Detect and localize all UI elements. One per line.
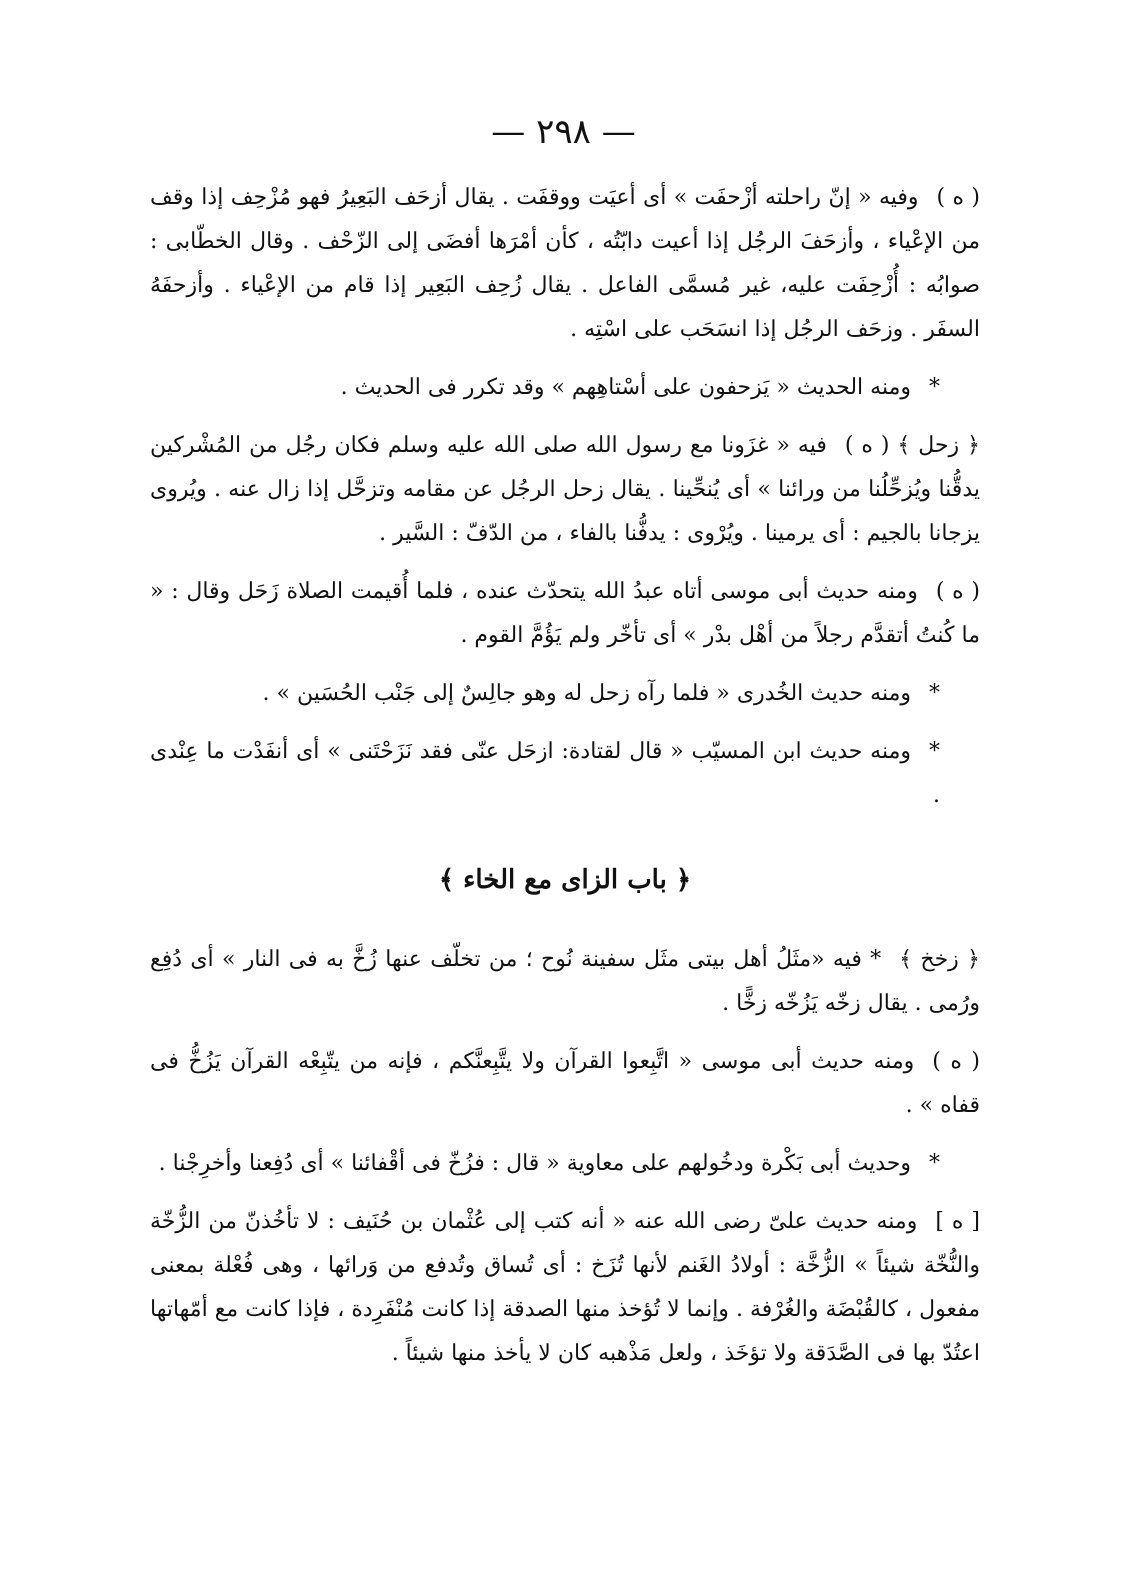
paragraph-3 <box>150 424 980 556</box>
paragraph-6 <box>150 730 980 818</box>
paragraph-text: ومنه حديث الخُدرى « فلما رآه زحل له وهو جالِسٌ إلى جَنْب الحُسَين » . <box>262 681 911 706</box>
paragraph-text: ومنه الحديث « يَزحفون على أسْتاهِهم » وقد تكرر فى الحديث . <box>340 375 911 400</box>
paragraph-text: ومنه حديث أبى موسى أتاه عبدُ الله يتحدّث عنده ، فلما أُقيمت الصلاة زَحَل وقال : « ما كُنتُ أتقدَّم رجلاً من أهْل بدْر » أى تأخّر ولم يَؤُمَّ القوم . <box>150 579 980 648</box>
paragraph-text: فيه « غزَونا مع رسول الله صلى الله عليه وسلم فكان رجُل من المُشْركين يدقُّنا ويُزحِّلُنا من ورائنا » أى يُنحِّينا . يقال زحل الرجُل عن مقامه وتزحَّل إذا زال عنه . ويُروى يزجانا بالجيم : أى يرمينا . ويُرْوى : يدفُّنا بالفاء ، من الدّفّ : السَّير . <box>150 433 980 546</box>
paragraph-marker: ﴿ زخخ ﴾ <box>899 947 980 972</box>
paragraph-marker: ( ه ) <box>935 579 980 604</box>
paragraph-9 <box>150 1142 980 1186</box>
paragraph-text: وفيه « إنّ راحلته أزْحفَت » أى أعيَت ووقفَت . يقال أزحَف البَعِيرُ فهو مُزْحِف إذا وقف من الإعْياء ، وأزحَفَ الرجُل إذا أعيت دابّتُه ، كأن أمْرَها أفضَى إلى الزّحْف . وقال الخطّابى : صوابُه : أُزْحِفَت عليه، غير مُسمَّى الفاعل . يقال زُحِف البَعِير إذا قام من الإعْياء . وأزحفَهُ السفَر . وزحَف الرجُل إذا انسَحَب على اسْتِه . <box>150 185 980 342</box>
text-block <box>150 176 980 1390</box>
paragraph-10 <box>150 1200 980 1376</box>
paragraph-4 <box>150 570 980 658</box>
paragraph-marker: * <box>929 739 940 764</box>
paragraph-marker: * <box>929 681 940 706</box>
section-heading: ﴿ باب الزاى مع الخاء ﴾ <box>438 865 692 895</box>
paragraph-marker: * <box>929 1151 940 1176</box>
paragraph-text: ومنه حديث ابن المسيّب « قال لقتادة: ازحَل عنّى فقد نَزَحْتَنى » أى أنفَدْت ما عِنْدى . <box>150 739 940 808</box>
paragraph-marker: * <box>929 375 940 400</box>
paragraph-1 <box>150 176 980 352</box>
paragraph-text: * فيه «مثَلُ أهل بيتى مثَل سفينة نُوح ؛ من تخلّف عنها زُخَّ به فى النار » أى دُفِع ورُمى . يقال زخّه يَزُخّه زخًّا . <box>150 947 980 1016</box>
paragraph-marker: ( ه ) <box>936 185 980 210</box>
paragraph-7 <box>150 938 980 1026</box>
paragraph-text: ومنه حديث أبى موسى « اتَّبِعوا القرآن ولا يتَّبِعنَّكم ، فإنه من يتّبِعْه القرآن يَزُخُّ فى قفاه » . <box>150 1049 980 1118</box>
page-number: — ٢٩٨ — <box>491 112 636 152</box>
paragraph-2 <box>150 366 980 410</box>
paragraph-marker: ( ه ) <box>932 1049 980 1074</box>
paragraph-text: وحديث أبى بَكْرة ودخُولهم على معاوية « قال : فزُخّ فى أقْفائنا » أى دُفِعنا وأخرِجْنا . <box>158 1151 911 1176</box>
paragraph-5 <box>150 672 980 716</box>
paragraph-8 <box>150 1040 980 1128</box>
paragraph-marker: [ ه ] <box>935 1209 980 1234</box>
paragraph-marker: ﴿ زحل ﴾ ( ه ) <box>844 433 980 458</box>
paragraph-text: ومنه حديث علىّ رضى الله عنه « أنه كتب إلى عُثْمان بن حُنَيف : لا تأخُذنّ من الزُّخّة والنُّخّة شيئاً » الزُّخَّة : أولادُ الغَنم لأنها تُزَخ : أى تُساق وتُدفع من وَرائها ، وهى فُعْلة بمعنى مفعول ، كالقُبْضَة والغُرْفة . وإنما لا تُؤخذ منها الصدقة إذا كانت مُنْفَرِدة ، فإذا كانت مع أمّهاتها اعتُدّ بها فى الصَّدَقة ولا تؤخَذ ، ولعل مَذْهبه كان لا يأخذ منها شيئاً . <box>150 1209 980 1366</box>
